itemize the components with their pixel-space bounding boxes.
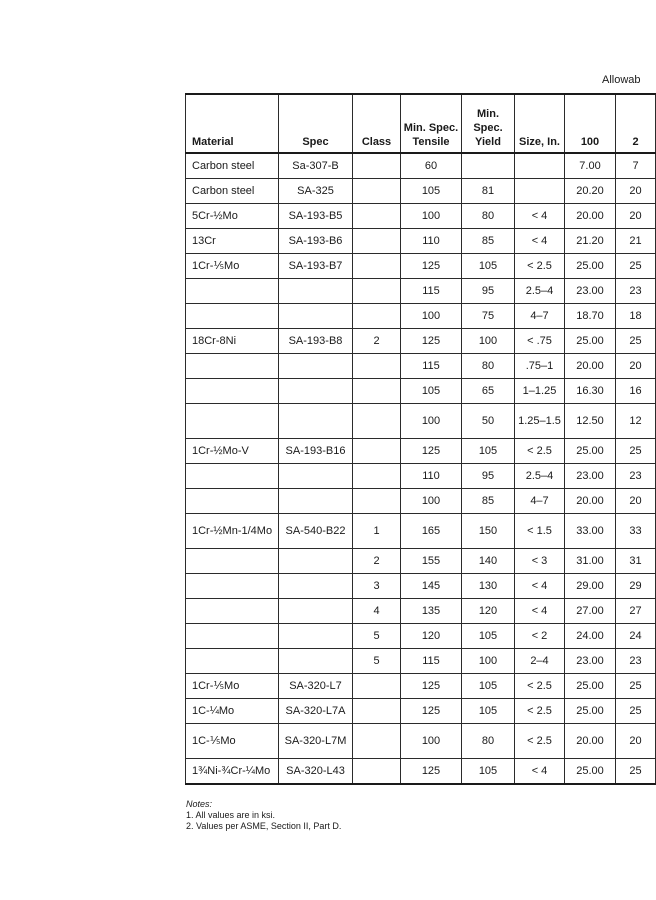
table-row — [186, 624, 656, 649]
size-cell: 2.5–4 — [515, 279, 565, 304]
yield-cell: 75 — [462, 304, 515, 329]
class-cell — [353, 153, 401, 179]
spec-cell: SA-320-L7M — [279, 724, 353, 759]
stress-100-cell: 20.00 — [565, 489, 616, 514]
stress-100-cell: 20.00 — [565, 724, 616, 759]
stress-100-cell: 24.00 — [565, 624, 616, 649]
spec-cell: SA-320-L43 — [279, 759, 353, 785]
material-cell — [186, 624, 279, 649]
table-row — [186, 354, 656, 379]
stress-100-cell: 25.00 — [565, 254, 616, 279]
tensile-cell: 155 — [401, 549, 462, 574]
material-cell — [186, 549, 279, 574]
class-cell: 2 — [353, 549, 401, 574]
class-cell — [353, 759, 401, 785]
yield-cell: 95 — [462, 464, 515, 489]
stress-200-cell: 23 — [616, 464, 656, 489]
class-cell — [353, 674, 401, 699]
tensile-cell: 135 — [401, 599, 462, 624]
tensile-cell: 110 — [401, 464, 462, 489]
stress-200-cell: 20 — [616, 179, 656, 204]
size-cell — [515, 153, 565, 179]
stress-100-cell: 12.50 — [565, 404, 616, 439]
material-cell: 13Cr — [186, 229, 279, 254]
tensile-cell: 125 — [401, 674, 462, 699]
tensile-cell: 110 — [401, 229, 462, 254]
tensile-cell: 145 — [401, 574, 462, 599]
tensile-cell: 100 — [401, 204, 462, 229]
spec-cell: SA-193-B8 — [279, 329, 353, 354]
stress-200-cell: 20 — [616, 354, 656, 379]
yield-cell: 65 — [462, 379, 515, 404]
yield-cell: 80 — [462, 724, 515, 759]
class-cell — [353, 379, 401, 404]
table-row — [186, 229, 656, 254]
stress-100-cell: 23.00 — [565, 649, 616, 674]
class-cell: 5 — [353, 649, 401, 674]
stress-100-cell: 20.20 — [565, 179, 616, 204]
stress-200-cell: 20 — [616, 204, 656, 229]
spec-cell: SA-325 — [279, 179, 353, 204]
class-cell — [353, 254, 401, 279]
class-cell — [353, 304, 401, 329]
size-cell: < 4 — [515, 759, 565, 785]
stress-200-cell: 16 — [616, 379, 656, 404]
material-cell: 5Cr-½Mo — [186, 204, 279, 229]
spec-cell — [279, 574, 353, 599]
column-header: Size, In. — [515, 94, 565, 153]
column-header: 100 — [565, 94, 616, 153]
stress-200-cell: 33 — [616, 514, 656, 549]
spec-cell: SA-320-L7A — [279, 699, 353, 724]
yield-cell: 95 — [462, 279, 515, 304]
stress-200-cell: 23 — [616, 279, 656, 304]
stress-200-cell: 20 — [616, 489, 656, 514]
yield-cell: 80 — [462, 354, 515, 379]
table-row — [186, 153, 656, 179]
material-cell — [186, 599, 279, 624]
yield-cell: 130 — [462, 574, 515, 599]
yield-cell: 85 — [462, 489, 515, 514]
stress-100-cell: 27.00 — [565, 599, 616, 624]
spec-cell: SA-193-B6 — [279, 229, 353, 254]
class-cell — [353, 439, 401, 464]
note-item: 2. Values per ASME, Section II, Part D. — [186, 821, 342, 831]
column-header: Class — [353, 94, 401, 153]
yield-cell: 80 — [462, 204, 515, 229]
note-item: 1. All values are in ksi. — [186, 810, 276, 820]
table-row — [186, 204, 656, 229]
stress-200-cell: 31 — [616, 549, 656, 574]
yield-cell: 105 — [462, 759, 515, 785]
column-header: Min. Spec. Yield — [462, 94, 515, 153]
size-cell: 2.5–4 — [515, 464, 565, 489]
table-row — [186, 574, 656, 599]
size-cell: < 1.5 — [515, 514, 565, 549]
yield-cell: 105 — [462, 674, 515, 699]
stress-100-cell: 7.00 — [565, 153, 616, 179]
class-cell — [353, 229, 401, 254]
table-row — [186, 649, 656, 674]
stress-100-cell: 31.00 — [565, 549, 616, 574]
material-cell — [186, 279, 279, 304]
table-row — [186, 464, 656, 489]
tensile-cell: 125 — [401, 439, 462, 464]
tensile-cell: 115 — [401, 279, 462, 304]
yield-cell: 50 — [462, 404, 515, 439]
size-cell: < .75 — [515, 329, 565, 354]
size-cell: 4–7 — [515, 304, 565, 329]
size-cell: < 2.5 — [515, 724, 565, 759]
material-cell: 1¾Ni-¾Cr-¼Mo — [186, 759, 279, 785]
tensile-cell: 115 — [401, 649, 462, 674]
stress-100-cell: 16.30 — [565, 379, 616, 404]
stress-200-cell: 20 — [616, 724, 656, 759]
size-cell: 2–4 — [515, 649, 565, 674]
stress-200-cell: 25 — [616, 674, 656, 699]
size-cell: < 2.5 — [515, 699, 565, 724]
size-cell: 4–7 — [515, 489, 565, 514]
column-header: Min. Spec. Tensile — [401, 94, 462, 153]
class-cell: 3 — [353, 574, 401, 599]
stress-200-cell: 24 — [616, 624, 656, 649]
table-row — [186, 724, 656, 759]
table-row — [186, 254, 656, 279]
tensile-cell: 125 — [401, 329, 462, 354]
notes-title: Notes: — [186, 799, 213, 809]
yield-cell: 105 — [462, 439, 515, 464]
stress-100-cell: 20.00 — [565, 354, 616, 379]
spec-cell — [279, 404, 353, 439]
tensile-cell: 115 — [401, 354, 462, 379]
column-header: Spec — [279, 94, 353, 153]
column-header: Material — [186, 94, 279, 153]
class-cell — [353, 354, 401, 379]
size-cell: < 2.5 — [515, 674, 565, 699]
tensile-cell: 105 — [401, 179, 462, 204]
table-row — [186, 379, 656, 404]
table-row — [186, 179, 656, 204]
size-cell — [515, 179, 565, 204]
size-cell: < 2.5 — [515, 254, 565, 279]
class-cell — [353, 179, 401, 204]
spec-cell — [279, 354, 353, 379]
stress-100-cell: 23.00 — [565, 279, 616, 304]
spec-cell: SA-193-B16 — [279, 439, 353, 464]
tensile-cell: 100 — [401, 724, 462, 759]
material-cell — [186, 354, 279, 379]
yield-cell: 140 — [462, 549, 515, 574]
stress-200-cell: 29 — [616, 574, 656, 599]
stress-100-cell: 25.00 — [565, 699, 616, 724]
stress-100-cell: 25.00 — [565, 759, 616, 785]
stress-100-cell: 33.00 — [565, 514, 616, 549]
stress-200-cell: 7 — [616, 153, 656, 179]
tensile-cell: 100 — [401, 489, 462, 514]
stress-100-cell: 29.00 — [565, 574, 616, 599]
class-cell — [353, 724, 401, 759]
tensile-cell: 100 — [401, 304, 462, 329]
tensile-cell: 125 — [401, 759, 462, 785]
spec-cell — [279, 549, 353, 574]
material-cell: 1C-⅕Mo — [186, 724, 279, 759]
material-cell — [186, 379, 279, 404]
spec-cell — [279, 279, 353, 304]
spec-cell: SA-320-L7 — [279, 674, 353, 699]
size-cell: .75–1 — [515, 354, 565, 379]
stress-200-cell: 25 — [616, 254, 656, 279]
tensile-cell: 60 — [401, 153, 462, 179]
stress-100-cell: 25.00 — [565, 439, 616, 464]
class-cell — [353, 464, 401, 489]
yield-cell: 100 — [462, 329, 515, 354]
spec-cell: SA-193-B7 — [279, 254, 353, 279]
tensile-cell: 120 — [401, 624, 462, 649]
spec-cell — [279, 464, 353, 489]
tensile-cell: 100 — [401, 404, 462, 439]
material-cell: 1C-¼Mo — [186, 699, 279, 724]
material-cell: Carbon steel — [186, 153, 279, 179]
material-cell — [186, 464, 279, 489]
size-cell: 1.25–1.5 — [515, 404, 565, 439]
tensile-cell: 165 — [401, 514, 462, 549]
material-cell — [186, 304, 279, 329]
table-row — [186, 489, 656, 514]
stress-200-cell: 18 — [616, 304, 656, 329]
table-row — [186, 329, 656, 354]
yield-cell: 81 — [462, 179, 515, 204]
yield-cell: 100 — [462, 649, 515, 674]
tensile-cell: 125 — [401, 254, 462, 279]
yield-cell: 85 — [462, 229, 515, 254]
size-cell: < 4 — [515, 574, 565, 599]
spec-cell — [279, 379, 353, 404]
stress-100-cell: 23.00 — [565, 464, 616, 489]
stress-200-cell: 25 — [616, 759, 656, 785]
yield-cell — [462, 153, 515, 179]
material-cell — [186, 404, 279, 439]
column-header: 2 — [616, 94, 656, 153]
spec-cell — [279, 624, 353, 649]
table-row — [186, 699, 656, 724]
spec-cell: Sa-307-B — [279, 153, 353, 179]
tensile-cell: 125 — [401, 699, 462, 724]
material-cell: 1Cr-⅕Mo — [186, 674, 279, 699]
size-cell: < 4 — [515, 204, 565, 229]
size-cell: 1–1.25 — [515, 379, 565, 404]
table-row — [186, 549, 656, 574]
table-row — [186, 599, 656, 624]
class-cell: 1 — [353, 514, 401, 549]
material-cell: 1Cr-½Mn-1/4Mo — [186, 514, 279, 549]
material-cell — [186, 489, 279, 514]
yield-cell: 105 — [462, 254, 515, 279]
material-cell — [186, 649, 279, 674]
yield-cell: 105 — [462, 699, 515, 724]
page-header: Allowab — [602, 74, 641, 86]
stress-100-cell: 21.20 — [565, 229, 616, 254]
yield-cell: 120 — [462, 599, 515, 624]
stress-200-cell: 25 — [616, 329, 656, 354]
allowable-stress-table — [185, 93, 656, 785]
class-cell — [353, 699, 401, 724]
material-cell: 18Cr-8Ni — [186, 329, 279, 354]
table-row — [186, 279, 656, 304]
spec-cell — [279, 489, 353, 514]
material-cell: Carbon steel — [186, 179, 279, 204]
table-row — [186, 404, 656, 439]
table-row — [186, 759, 656, 785]
spec-cell: SA-193-B5 — [279, 204, 353, 229]
size-cell: < 2 — [515, 624, 565, 649]
table-notes — [186, 799, 341, 832]
stress-200-cell: 21 — [616, 229, 656, 254]
class-cell — [353, 204, 401, 229]
stress-200-cell: 27 — [616, 599, 656, 624]
table-row — [186, 439, 656, 464]
stress-100-cell: 20.00 — [565, 204, 616, 229]
class-cell — [353, 489, 401, 514]
class-cell: 2 — [353, 329, 401, 354]
table-header-row — [186, 94, 656, 153]
material-cell: 1Cr-⅕Mo — [186, 254, 279, 279]
stress-200-cell: 25 — [616, 439, 656, 464]
spec-cell: SA-540-B22 — [279, 514, 353, 549]
class-cell — [353, 404, 401, 439]
tensile-cell: 105 — [401, 379, 462, 404]
class-cell: 5 — [353, 624, 401, 649]
stress-100-cell: 18.70 — [565, 304, 616, 329]
material-cell — [186, 574, 279, 599]
size-cell: < 4 — [515, 229, 565, 254]
stress-200-cell: 12 — [616, 404, 656, 439]
stress-100-cell: 25.00 — [565, 329, 616, 354]
size-cell: < 2.5 — [515, 439, 565, 464]
size-cell: < 3 — [515, 549, 565, 574]
table-row — [186, 674, 656, 699]
material-cell: 1Cr-½Mo-V — [186, 439, 279, 464]
class-cell — [353, 279, 401, 304]
spec-cell — [279, 599, 353, 624]
size-cell: < 4 — [515, 599, 565, 624]
spec-cell — [279, 304, 353, 329]
stress-200-cell: 25 — [616, 699, 656, 724]
stress-200-cell: 23 — [616, 649, 656, 674]
table-row — [186, 304, 656, 329]
spec-cell — [279, 649, 353, 674]
yield-cell: 105 — [462, 624, 515, 649]
stress-100-cell: 25.00 — [565, 674, 616, 699]
table-row — [186, 514, 656, 549]
class-cell: 4 — [353, 599, 401, 624]
yield-cell: 150 — [462, 514, 515, 549]
